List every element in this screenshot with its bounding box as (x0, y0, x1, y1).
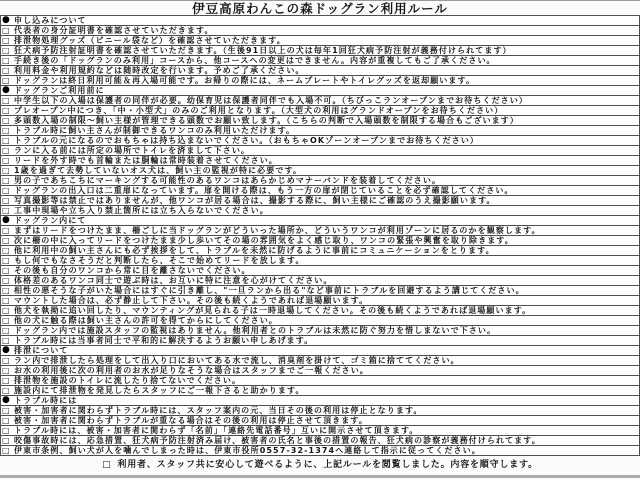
rule-text: ドッグラン内では施設スタッフの監視はありません。他利用者とのトラブルは未然に防ぐ努力を惜しまないで下さい。 (14, 326, 497, 335)
checkbox-icon: □ (2, 446, 10, 455)
rule-text: 写真撮影等は禁止ではありませんが、他ワンコが居る場合は、撮影する際に、飼い主様にご確認のうえ撮影願います。 (14, 196, 496, 205)
rule-text: 他犬を執拗に追い回したり、マウンティングが見られる子は一時退場してください。その後も続くようであれば退場願います。 (14, 306, 532, 315)
rule-text: トラブル時には当事者同士で平和的に解決するようお願い申しあげます。 (14, 336, 314, 345)
checkbox-icon: □ (2, 286, 10, 295)
rule-text: ドッグランの出入口は二重扉になっています。扉を開ける際は、もう一方の扉が閉じていることを必ず確認してください。 (14, 186, 514, 195)
rule-text: プレオープン中につき、「中・小型犬」のみのご利用となります。（大型犬の利用はグランドオープンをお待ちください） (14, 106, 504, 115)
bullet-icon: ● (2, 395, 10, 405)
rule-text: 男の子であちこちにマーキングする可能性のあるワンコはあらかじめマナーバンドを装着してください。 (14, 176, 442, 185)
rule-text: 他の犬に触る際は飼い主さんの許可を得てからにしてください。 (14, 316, 278, 325)
rule-text: 排泄物を施設のトイレに流したり捨てないでください。 (14, 376, 242, 385)
rule-text: 伊東市条例、飼い犬が人を噛んでしまった時は、伊東市役所0557-32-1374へ連絡して指示に従ってください。 (14, 446, 481, 455)
checkbox-icon: □ (2, 46, 10, 55)
checkbox-icon: □ (2, 376, 10, 385)
rule-text: 咬傷事故時には、応急措置、狂犬病予防注射済み届け、被害者の氏名と事後の措置の報告、狂犬病の診察が義務付けられてます。 (14, 436, 541, 445)
checkbox-icon: □ (2, 36, 10, 45)
acknowledgement-text: 利用者、スタッフ共に安心して遊べるように、上記ルールを閲覧しました。内容を順守します。 (117, 460, 538, 470)
bullet-icon: ● (2, 215, 10, 225)
rule-text: ラン内で排泄したら処理をして出入り口においてある水で流し、消臭剤を掛けて、ゴミ箱に捨ててください。 (14, 356, 460, 365)
rule-text: ランに入る前には所定の場所でトイレを済まして下さい。 (14, 146, 251, 155)
checkbox-icon: □ (2, 236, 10, 245)
rule-text: ドッグランご利用前に (14, 86, 105, 95)
checkbox-icon: □ (2, 426, 10, 435)
checkbox-icon: □ (2, 416, 10, 425)
rules-table (0, 15, 640, 456)
checkbox-icon: □ (2, 26, 10, 35)
rule-text: 工事中現場や立ち入り禁止箇所には立ち入らないでください。 (14, 206, 269, 215)
rule-text: 施設内にて排泄物を発見したらスタッフにご一報下さると助かります。 (14, 386, 305, 395)
checkbox-icon: □ (2, 246, 10, 255)
bullet-icon: ● (2, 345, 10, 355)
acknowledgement-line (0, 458, 640, 472)
rule-text: トラブルの元になるのでおもちゃは持ち込まないでください。（おもちゃOKゾーンオープンまでお待ちください） (14, 136, 479, 145)
checkbox-icon: □ (2, 226, 10, 235)
rule-text: 手続き後の「ドッグランのみ利用」コースから、他コースへの変更はできません。内容が重複してもご了承ください。 (14, 56, 496, 65)
checkbox-icon: □ (2, 96, 10, 105)
rule-text: 代表者の身分証明書を確認させていただきます。 (14, 26, 214, 35)
checkbox-icon: □ (2, 166, 10, 175)
rule-text: 排泄について (14, 346, 69, 355)
checkbox-icon: □ (2, 366, 10, 375)
rule-text: 被害・加害者に関わらずトラブル時には、スタッフ案内の元、当日その後の利用は停止となります。 (14, 406, 423, 415)
page-title: 伊豆高原わんこの森ドッグラン利用ルール (192, 1, 448, 16)
rule-text: 排泄物処理グッズ（ビニール袋など）を確認させていただきます。 (14, 36, 286, 45)
rule-text: 体格差のあるワンコ同士で遊ぶ時は、お互いに特に注意を心がけてください。 (14, 276, 333, 285)
checkbox-icon: □ (2, 386, 10, 395)
rule-text: トラブル時には、被害・加害者に関わらず「名前」「連絡先電話番号」互いに開示させて頂きます。 (14, 426, 419, 435)
checkbox-icon: □ (2, 76, 10, 85)
checkbox-icon: □ (2, 316, 10, 325)
checkbox-icon: □ (2, 116, 10, 125)
checkbox-icon: □ (102, 460, 112, 470)
rule-text: 1歳を過ぎて去勢していないオス犬は、飼い主の監視が特に必要です。 (14, 166, 303, 175)
checkbox-icon: □ (2, 336, 10, 345)
rule-text: もし何でもなさそうだと判断したら、そこで始めてリードを放します。 (14, 256, 305, 265)
checkbox-icon: □ (2, 66, 10, 75)
rule-text: リードを外す時でも首輪または胴輪は常時装着させてください。 (14, 156, 278, 165)
rule-text: まずはリードをつけたまま、柵ごしに当ドッグランがどういった場所か、どういうワンコが利用ゾーンに居るのかを観察します。 (14, 226, 541, 235)
checkbox-icon: □ (2, 326, 10, 335)
rule-text: ドッグラン内にて (14, 216, 87, 225)
rule-text: 中学生以下の入場は保護者の同伴が必要。幼保育児は保護者同伴でも入場不可。（ちびっこランオープンまでお待ちください） (14, 96, 528, 105)
rule-text: トラブル時には (14, 396, 78, 405)
bullet-icon: ● (2, 85, 10, 95)
checkbox-icon: □ (2, 306, 10, 315)
checkbox-icon: □ (2, 56, 10, 65)
rule-text: 多頭数入場の制限～飼い主様が管理できる頭数でお願い致します。（こちらの判断で入場頭数を制限する場合もございます） (14, 116, 519, 125)
checkbox-icon: □ (2, 206, 10, 215)
checkbox-icon: □ (2, 126, 10, 135)
rule-text: その後も自分のワンコから常に目を離さないでください。 (14, 266, 251, 275)
checkbox-icon: □ (2, 436, 10, 445)
rule-text: 他に利用中の飼い主さんにも必ず挨拶をして、トラブルを未然に防げるように事前にコミュニケーションをとります。 (14, 246, 495, 255)
bullet-icon: ● (2, 15, 10, 25)
rule-text: 利用料金や利用規約などは随時改定を行います。予めご了承ください。 (14, 66, 305, 75)
rule-text: トラブル時に飼い主さんが制御できるワンコのみ利用いただけます。 (14, 126, 296, 135)
rule-text: お水の利用後に次の利用者のお水が足りなそうな場合はスタッフまでご一報ください。 (14, 366, 369, 375)
checkbox-icon: □ (2, 136, 10, 145)
rule-text: 次に柵の中に入ってリードをつけたまま少し歩いてその場の雰囲気をよく感じ取り、ワンコの緊張や興奮を取り除きます。 (14, 236, 514, 245)
checkbox-icon: □ (2, 266, 10, 275)
rule-text: マウントした場合は、必ず静止して下さい。その後も続くようであれば退場願います。 (14, 296, 369, 305)
checkbox-icon: □ (2, 256, 10, 265)
checkbox-icon: □ (2, 276, 10, 285)
checkbox-icon: □ (2, 406, 10, 415)
checkbox-icon: □ (2, 186, 10, 195)
rule-text: ドッグランは終日利用可能＆再入場可能です。お帰りの際には、ネームプレートやトイレグッズを返却願います。 (14, 76, 476, 85)
checkbox-icon: □ (2, 196, 10, 205)
rule-text: 狂犬病予防注射証明書を確認させていただきます。（生後91日以上の犬は毎年1回狂犬病予防注射が義務付けられてます） (14, 46, 512, 55)
checkbox-icon: □ (2, 176, 10, 185)
rule-row (0, 445, 640, 456)
checkbox-icon: □ (2, 356, 10, 365)
bottom-divider (0, 475, 640, 478)
checkbox-icon: □ (2, 156, 10, 165)
rule-text: 申し込みについて (14, 16, 87, 25)
checkbox-icon: □ (2, 296, 10, 305)
checkbox-icon: □ (2, 146, 10, 155)
rule-text: 相性の悪そうな子がいた場合にはすぐに引き離し、"一旦ランから出る"など事前にトラブルを回避するよう講じてください。 (14, 286, 525, 295)
checkbox-icon: □ (2, 106, 10, 115)
rule-text: 被害・加害者に関わらずトラブルが重なる場合はその後の利用は停止させて頂きます。 (14, 416, 368, 425)
